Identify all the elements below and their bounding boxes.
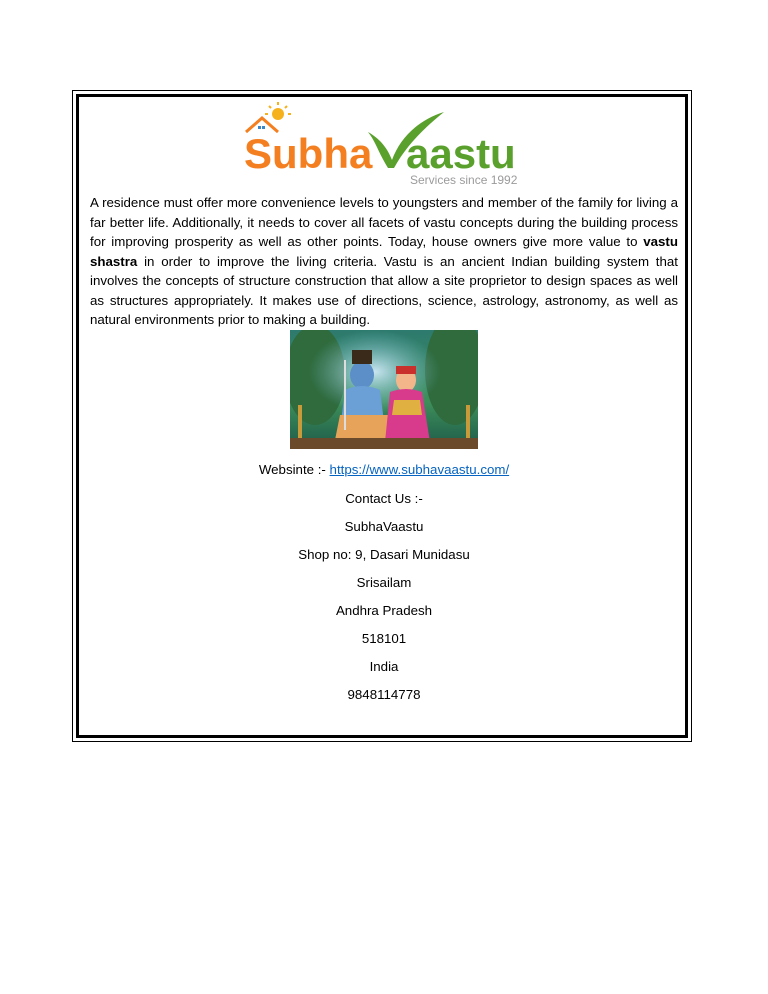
article-text-start: A residence must offer more convenience levels to youngsters and member of the family for living a far better life. Additionally, it needs to cover all facets of vastu concepts during the building process for improving prosperity as well as other points. Today, house owners give more value to (90, 195, 678, 249)
website-link[interactable]: https://www.subhavaastu.com/ (329, 462, 510, 477)
sun-icon (265, 102, 291, 120)
subhavaastu-logo (238, 102, 530, 186)
logo-tagline: Services since 1992 (410, 173, 518, 186)
article-paragraph (90, 193, 678, 330)
phone-number: 9848114778 (347, 687, 421, 702)
pin-code: 518101 (361, 631, 407, 646)
city: Srisailam (356, 575, 412, 590)
vastu-shastra-keyword: vastu shastra (90, 234, 678, 269)
website-label: Websinte :- (258, 462, 330, 477)
country: India (369, 659, 399, 674)
company-name: SubhaVaastu (344, 519, 424, 534)
address-line: Shop no: 9, Dasari Munidasu (298, 547, 470, 562)
contact-us-heading: Contact Us :- (345, 491, 423, 506)
state: Andhra Pradesh (335, 603, 433, 618)
article-text-end: in order to improve the living criteria. Vastu is an ancient Indian building system that involves the concepts of structure construction that allow a site proprietor to design spaces as well as structures appropriately. It makes use of directions, science, astrology, astronomy, as well as natural environments prior to making a building. (90, 253, 678, 327)
logo-word-subha: Subha (244, 130, 373, 177)
logo-word-aastu: aastu (406, 130, 516, 177)
shiva-parvati-image (290, 330, 478, 449)
website-line (90, 462, 678, 478)
